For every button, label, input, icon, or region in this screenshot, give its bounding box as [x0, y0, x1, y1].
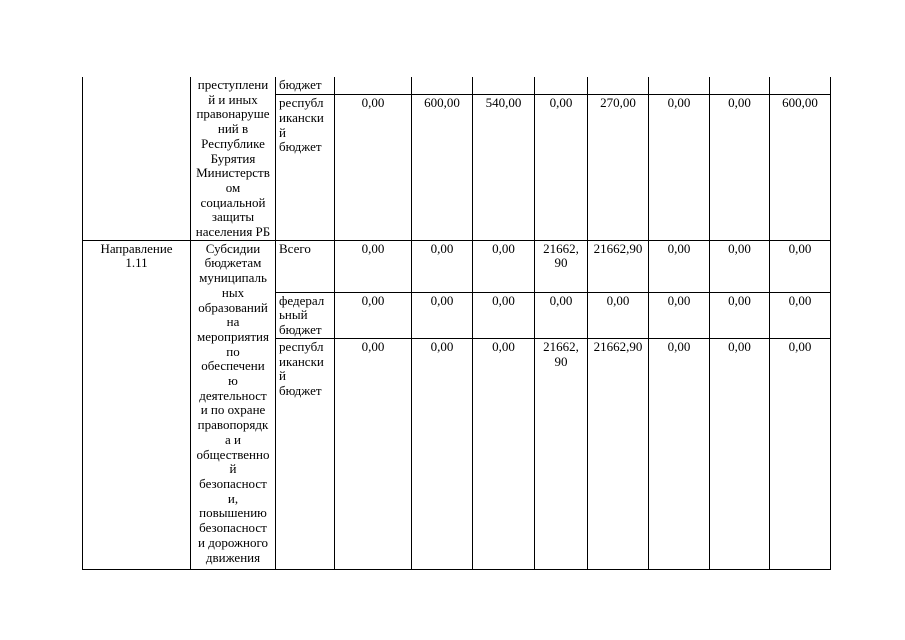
- amount-cell: 0,00: [649, 240, 710, 292]
- amount-cell: 0,00: [588, 292, 649, 338]
- direction-cell: Направление 1.11: [83, 240, 191, 569]
- amount-cell: 0,00: [335, 95, 412, 240]
- amount-cell: 21662, 90: [535, 338, 588, 569]
- table-row: [83, 77, 831, 95]
- budget-table: [82, 77, 831, 570]
- amount-cell: 0,00: [535, 95, 588, 240]
- direction-cell: [83, 77, 191, 240]
- amount-cell: 0,00: [649, 95, 710, 240]
- amount-cell: 0,00: [710, 292, 770, 338]
- amount-cell: [335, 77, 412, 95]
- amount-cell: 0,00: [412, 292, 473, 338]
- table-row: [83, 240, 831, 292]
- amount-cell: 0,00: [770, 240, 831, 292]
- amount-cell: 600,00: [770, 95, 831, 240]
- amount-cell: 0,00: [335, 240, 412, 292]
- amount-cell: 0,00: [412, 338, 473, 569]
- amount-cell: 0,00: [770, 338, 831, 569]
- program-description-cell: преступлени й и иных правонаруше ний в Республике Бурятия Министерств ом социальной защиты населения РБ: [191, 77, 276, 240]
- amount-cell: 0,00: [649, 292, 710, 338]
- amount-cell: 0,00: [710, 95, 770, 240]
- program-description-cell: Субсидии бюджетам муниципаль ных образований на мероприятия по обеспечени ю деятельност и по охране правопорядк а и общественно й безопасност и, повышению безопасност и дорожного движения: [191, 240, 276, 569]
- amount-cell: 0,00: [710, 338, 770, 569]
- amount-cell: 600,00: [412, 95, 473, 240]
- amount-cell: 0,00: [710, 240, 770, 292]
- amount-cell: [770, 77, 831, 95]
- amount-cell: [473, 77, 535, 95]
- amount-cell: 0,00: [473, 292, 535, 338]
- amount-cell: 0,00: [473, 240, 535, 292]
- funding-source-cell: бюджет: [276, 77, 335, 95]
- amount-cell: [710, 77, 770, 95]
- amount-cell: 0,00: [335, 338, 412, 569]
- amount-cell: 0,00: [473, 338, 535, 569]
- funding-source-cell: Всего: [276, 240, 335, 292]
- amount-cell: 21662,90: [588, 240, 649, 292]
- amount-cell: [535, 77, 588, 95]
- amount-cell: 0,00: [335, 292, 412, 338]
- amount-cell: 270,00: [588, 95, 649, 240]
- amount-cell: [412, 77, 473, 95]
- amount-cell: 0,00: [412, 240, 473, 292]
- amount-cell: 21662, 90: [535, 240, 588, 292]
- funding-source-cell: республ икански й бюджет: [276, 338, 335, 569]
- funding-source-cell: федерал ьный бюджет: [276, 292, 335, 338]
- amount-cell: [649, 77, 710, 95]
- amount-cell: [588, 77, 649, 95]
- amount-cell: 540,00: [473, 95, 535, 240]
- amount-cell: 0,00: [770, 292, 831, 338]
- funding-source-cell: республ икански й бюджет: [276, 95, 335, 240]
- amount-cell: 0,00: [535, 292, 588, 338]
- amount-cell: 21662,90: [588, 338, 649, 569]
- amount-cell: 0,00: [649, 338, 710, 569]
